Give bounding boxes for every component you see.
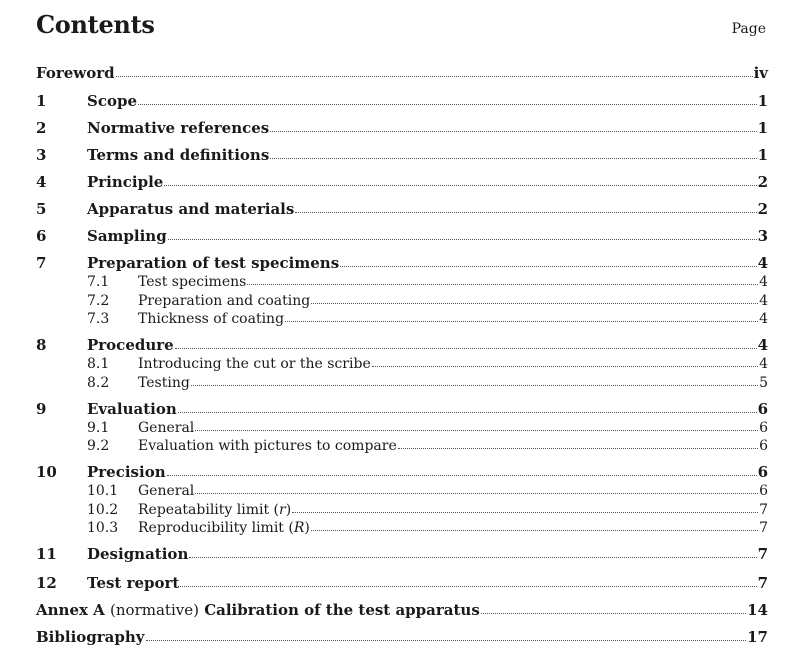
toc-page: 14 bbox=[747, 601, 768, 619]
toc-number: 10.2 bbox=[87, 501, 119, 518]
toc-page: 4 bbox=[757, 254, 768, 272]
dot-leader bbox=[175, 336, 757, 349]
toc-number: 8 bbox=[36, 336, 47, 354]
toc-number: 10.1 bbox=[87, 483, 119, 499]
toc-title: Preparation and coating bbox=[138, 292, 311, 309]
toc-page: 4 bbox=[759, 274, 768, 290]
toc-subentry-evaluation-with-pictures[interactable] bbox=[36, 437, 768, 463]
toc-entry-normative-references[interactable] bbox=[36, 117, 768, 144]
toc-title: Evaluation with pictures to compare bbox=[138, 438, 397, 454]
toc-subentry-thickness-of-coating[interactable] bbox=[36, 310, 768, 336]
toc-page: 4 bbox=[759, 356, 768, 372]
dot-leader bbox=[270, 146, 756, 159]
title-text: Reproducibility limit ( bbox=[138, 520, 294, 536]
toc-number: 7.3 bbox=[87, 311, 110, 327]
toc-subentry-introducing-the-cut[interactable] bbox=[36, 355, 768, 374]
toc-entry-apparatus-and-materials[interactable] bbox=[36, 198, 768, 225]
annex-title: Calibration of the test apparatus bbox=[204, 601, 480, 619]
title-text: ) bbox=[304, 520, 310, 536]
title-text: ) bbox=[285, 501, 292, 518]
toc-title bbox=[36, 601, 480, 619]
toc-number: 11 bbox=[36, 545, 57, 563]
toc-page: 7 bbox=[759, 520, 768, 536]
toc-page: 2 bbox=[757, 200, 768, 218]
toc-page: 6 bbox=[759, 483, 768, 499]
toc-number: 2 bbox=[36, 119, 47, 137]
toc-number: 7.1 bbox=[87, 274, 110, 290]
toc-subentry-general[interactable] bbox=[36, 482, 768, 501]
toc-title bbox=[138, 519, 310, 537]
toc-page: 17 bbox=[747, 628, 768, 646]
dot-leader bbox=[292, 500, 758, 513]
toc-entry-terms-and-definitions[interactable] bbox=[36, 144, 768, 171]
toc-title: Procedure bbox=[87, 336, 174, 354]
toc-entry-evaluation[interactable] bbox=[36, 400, 768, 419]
annex-label: Annex A bbox=[36, 601, 105, 619]
dot-leader bbox=[195, 418, 758, 431]
toc-title: Normative references bbox=[87, 119, 270, 137]
toc-page: 1 bbox=[757, 92, 768, 110]
toc-number: 5 bbox=[36, 200, 47, 218]
toc-title: Designation bbox=[87, 545, 189, 563]
toc-page: 1 bbox=[757, 119, 768, 137]
dot-leader bbox=[295, 200, 756, 213]
toc-page: 4 bbox=[757, 336, 768, 354]
toc-entry-scope[interactable] bbox=[36, 90, 768, 117]
toc-page: 6 bbox=[757, 399, 768, 418]
toc-title: General bbox=[138, 419, 195, 436]
toc-title: Introducing the cut or the scribe bbox=[138, 356, 371, 372]
toc-number: 10.3 bbox=[87, 520, 119, 536]
dot-leader bbox=[116, 64, 753, 77]
toc-number: 7 bbox=[36, 254, 47, 272]
dot-leader bbox=[270, 119, 756, 132]
dot-leader bbox=[167, 463, 757, 476]
toc-title: Principle bbox=[87, 173, 164, 191]
toc-page: 3 bbox=[757, 227, 768, 245]
toc-title: Testing bbox=[138, 374, 190, 391]
toc-title: Evaluation bbox=[87, 399, 177, 418]
toc-title: Bibliography bbox=[36, 628, 145, 646]
variable-symbol: R bbox=[293, 520, 305, 536]
dot-leader bbox=[168, 227, 757, 240]
table-of-contents bbox=[36, 62, 768, 653]
dot-leader bbox=[180, 574, 756, 587]
page-column-label: Page bbox=[731, 21, 766, 37]
toc-entry-test-report[interactable] bbox=[36, 572, 768, 599]
toc-title: Terms and definitions bbox=[87, 146, 270, 164]
toc-page: 1 bbox=[757, 146, 768, 164]
toc-subentry-general[interactable] bbox=[36, 419, 768, 438]
toc-page: 2 bbox=[757, 173, 768, 191]
toc-number: 10 bbox=[36, 463, 57, 481]
annex-qualifier: (normative) bbox=[110, 601, 199, 619]
toc-entry-designation[interactable] bbox=[36, 545, 768, 572]
toc-number: 9 bbox=[36, 399, 47, 418]
toc-entry-sampling[interactable] bbox=[36, 225, 768, 252]
toc-subentry-repeatability-limit[interactable] bbox=[36, 501, 768, 520]
toc-page: 6 bbox=[759, 419, 768, 436]
toc-entry-principle[interactable] bbox=[36, 171, 768, 198]
dot-leader bbox=[146, 628, 747, 641]
variable-symbol: r bbox=[279, 501, 286, 518]
toc-number: 3 bbox=[36, 146, 47, 164]
toc-page: 4 bbox=[759, 311, 768, 327]
toc-title bbox=[138, 501, 291, 519]
toc-subentry-reproducibility-limit[interactable] bbox=[36, 519, 768, 545]
dot-leader bbox=[178, 400, 757, 413]
toc-subentry-test-specimens[interactable] bbox=[36, 273, 768, 292]
toc-title: Precision bbox=[87, 463, 166, 481]
dot-leader bbox=[481, 601, 746, 614]
toc-number: 9.1 bbox=[87, 419, 110, 436]
toc-title: Thickness of coating bbox=[138, 311, 285, 327]
toc-title: Scope bbox=[87, 92, 138, 110]
toc-title: Sampling bbox=[87, 227, 167, 245]
dot-leader bbox=[164, 173, 756, 186]
toc-page: 7 bbox=[757, 545, 768, 563]
dot-leader bbox=[195, 481, 758, 494]
title-text: Repeatability limit ( bbox=[138, 501, 280, 518]
dot-leader bbox=[247, 272, 758, 285]
toc-page: 5 bbox=[759, 374, 768, 391]
toc-number: 6 bbox=[36, 227, 47, 245]
dot-leader bbox=[372, 354, 758, 367]
toc-entry-preparation-of-test-specimens[interactable] bbox=[36, 252, 768, 273]
toc-entry-foreword[interactable] bbox=[36, 62, 768, 90]
toc-entry-bibliography[interactable] bbox=[36, 626, 768, 653]
toc-number: 8.1 bbox=[87, 356, 110, 372]
toc-page: 7 bbox=[759, 501, 768, 518]
dot-leader bbox=[311, 291, 758, 304]
toc-title: Foreword bbox=[36, 64, 115, 82]
toc-title: Apparatus and materials bbox=[87, 200, 295, 218]
toc-page: 6 bbox=[759, 438, 768, 454]
toc-title: General bbox=[138, 483, 195, 499]
dot-leader bbox=[285, 309, 758, 322]
toc-subentry-preparation-and-coating[interactable] bbox=[36, 292, 768, 311]
toc-entry-precision[interactable] bbox=[36, 463, 768, 482]
toc-page: 7 bbox=[757, 574, 768, 592]
toc-entry-procedure[interactable] bbox=[36, 336, 768, 355]
toc-number: 1 bbox=[36, 92, 47, 110]
dot-leader bbox=[138, 92, 757, 105]
dot-leader bbox=[340, 254, 756, 267]
toc-number: 8.2 bbox=[87, 374, 110, 391]
toc-title: Preparation of test specimens bbox=[87, 254, 340, 272]
toc-number: 4 bbox=[36, 173, 47, 191]
toc-page: 4 bbox=[759, 292, 768, 309]
toc-page: 6 bbox=[757, 463, 768, 481]
dot-leader bbox=[189, 545, 756, 558]
toc-title: Test specimens bbox=[138, 274, 247, 290]
toc-number: 9.2 bbox=[87, 438, 110, 454]
toc-number: 12 bbox=[36, 574, 57, 592]
page-title: Contents bbox=[36, 10, 155, 39]
dot-leader bbox=[191, 373, 758, 386]
toc-number: 7.2 bbox=[87, 292, 110, 309]
toc-page: iv bbox=[753, 64, 768, 82]
toc-entry-annex-a[interactable] bbox=[36, 599, 768, 626]
dot-leader bbox=[311, 518, 758, 531]
toc-subentry-testing[interactable] bbox=[36, 374, 768, 400]
dot-leader bbox=[398, 436, 758, 449]
toc-title: Test report bbox=[87, 574, 180, 592]
